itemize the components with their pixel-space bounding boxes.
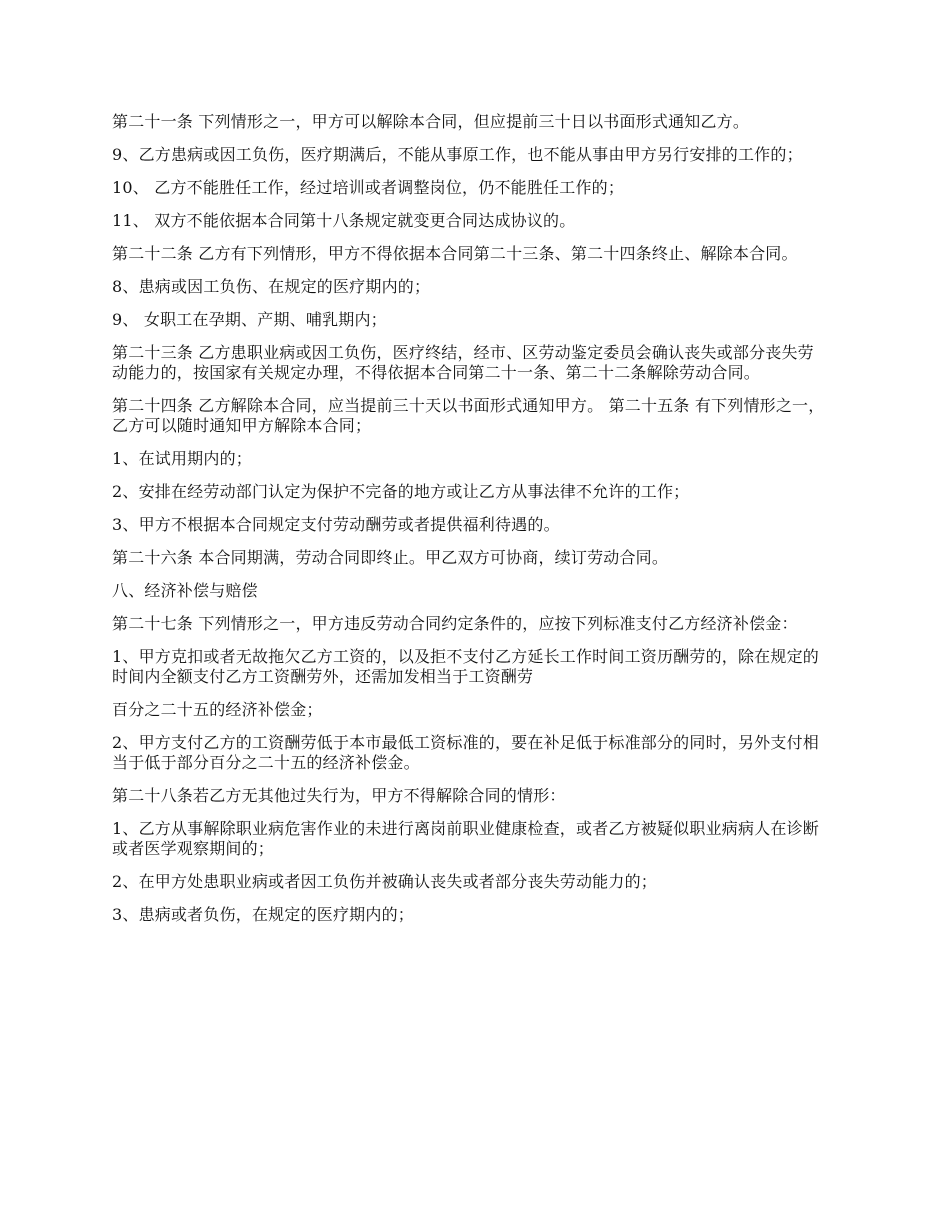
document-body	[112, 112, 830, 938]
paragraph-item-3: 3、甲方不根据本合同规定支付劳动酬劳或者提供福利待遇的。	[112, 515, 560, 534]
paragraph-item-11: 11、 双方不能依据本合同第十八条规定就变更合同达成协议的。	[112, 211, 576, 230]
paragraph-article-24-25: 第二十四条 乙方解除本合同，应当提前三十天以书面形式通知甲方。 第二十五条 有下列情形之一，乙方可以随时通知甲方解除本合同；	[112, 396, 825, 435]
section-heading-compensation: 八、经济补偿与赔偿	[112, 581, 258, 600]
paragraph-item-1: 1、在试用期内的；	[112, 449, 252, 468]
paragraph-item-2: 2、安排在经劳动部门认定为保护不完备的地方或让乙方从事法律不允许的工作；	[112, 482, 690, 501]
paragraph-comp-item-1-cont: 百分之二十五的经济补偿金；	[112, 700, 323, 719]
paragraph-item-9: 9、乙方患病或因工负伤，医疗期满后，不能从事原工作，也不能从事由甲方另行安排的工作的；	[112, 145, 803, 164]
paragraph-item-10: 10、 乙方不能胜任工作，经过培训或者调整岗位，仍不能胜任工作的；	[112, 178, 625, 197]
paragraph-article-27: 第二十七条 下列情形之一，甲方违反劳动合同约定条件的，应按下列标准支付乙方经济补偿金：	[112, 614, 798, 633]
paragraph-article-22: 第二十二条 乙方有下列情形，甲方不得依据本合同第二十三条、第二十四条终止、解除本合同。	[112, 244, 798, 263]
paragraph-art28-item-3: 3、患病或者负伤，在规定的医疗期内的；	[112, 905, 414, 924]
paragraph-article-26: 第二十六条 本合同期满，劳动合同即终止。甲乙双方可协商，续订劳动合同。	[112, 548, 669, 567]
paragraph-item-8: 8、患病或因工负伤、在规定的医疗期内的；	[112, 277, 431, 296]
paragraph-article-23: 第二十三条 乙方患职业病或因工负伤，医疗终结，经市、区劳动鉴定委员会确认丧失或部分丧失劳动能力的，按国家有关规定办理，不得依据本合同第二十一条、第二十二条解除劳动合同。	[112, 343, 814, 382]
paragraph-article-21: 第二十一条 下列情形之一，甲方可以解除本合同，但应提前三十日以书面形式通知乙方。	[112, 112, 750, 131]
paragraph-comp-item-2: 2、甲方支付乙方的工资酬劳低于本市最低工资标准的，要在补足低于标准部分的同时，另外支付相当于低于部分百分之二十五的经济补偿金。	[112, 733, 819, 772]
paragraph-article-28: 第二十八条若乙方无其他过失行为，甲方不得解除合同的情形：	[112, 786, 566, 805]
paragraph-comp-item-1: 1、甲方克扣或者无故拖欠乙方工资的，以及拒不支付乙方延长工作时间工资历酬劳的，除在规定的时间内全额支付乙方工资酬劳外，还需加发相当于工资酬劳	[112, 647, 819, 686]
paragraph-item-9b: 9、 女职工在孕期、产期、哺乳期内；	[112, 310, 387, 329]
paragraph-art28-item-2: 2、在甲方处患职业病或者因工负伤并被确认丧失或者部分丧失劳动能力的；	[112, 872, 657, 891]
paragraph-art28-item-1: 1、乙方从事解除职业病危害作业的未进行离岗前职业健康检查，或者乙方被疑似职业病病人在诊断或者医学观察期间的；	[112, 819, 819, 858]
